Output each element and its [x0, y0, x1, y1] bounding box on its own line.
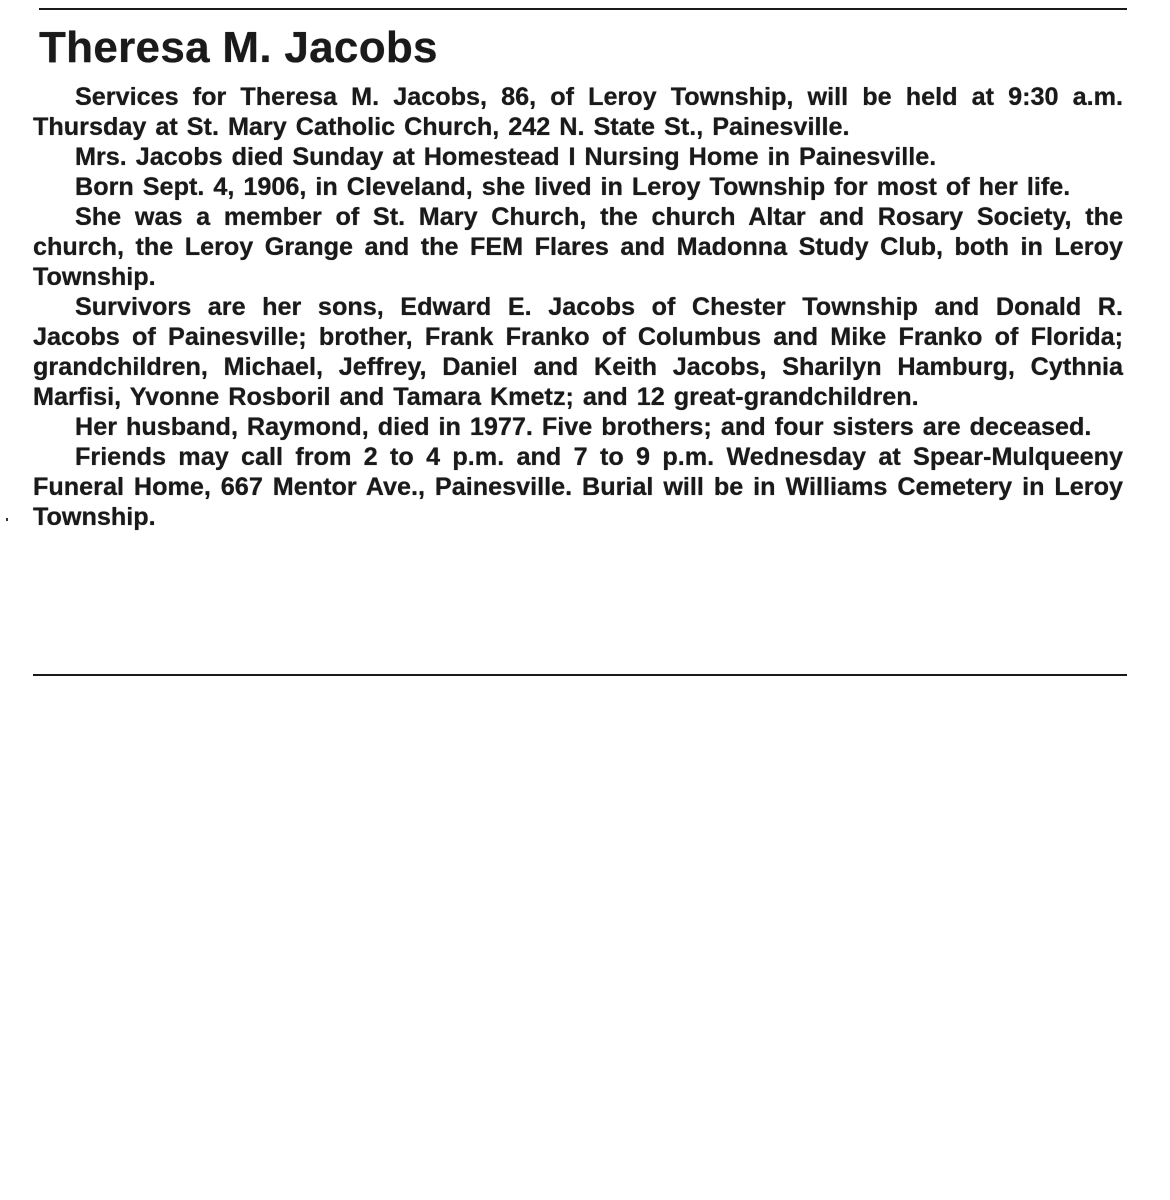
paragraph-predeceased: Her husband, Raymond, died in 1977. Five brothers; and four sisters are deceased. [75, 413, 1092, 441]
paragraph-survivors: Survivors are her sons, Edward E. Jacobs of Chester Township and Donald R. Jacobs of Painesville; brother, Frank Franko of Columbus and Mike Franko of Florida; grandchildren, Michael, Jeffrey, Daniel and Keith Jacobs, Sharilyn Hamburg, Cythnia Marfisi, Yvonne Rosboril and Tamara Kmetz; and 12 great-grandchildren. [33, 293, 1123, 411]
paragraph-death: Mrs. Jacobs died Sunday at Homestead I Nursing Home in Painesville. [75, 143, 937, 171]
paragraph-birth: Born Sept. 4, 1906, in Cleveland, she lived in Leroy Township for most of her life. [75, 173, 1071, 201]
paragraph-visitation: Friends may call from 2 to 4 p.m. and 7 to 9 p.m. Wednesday at Spear-Mulqueeny Funeral Home, 667 Mentor Ave., Painesville. Burial will be in Williams Cemetery in Leroy Township. [33, 443, 1123, 531]
scan-speck [6, 518, 8, 521]
paragraph-services: Services for Theresa M. Jacobs, 86, of Leroy Township, will be held at 9:30 a.m. Thursday at St. Mary Catholic Church, 242 N. State St., Painesville. [33, 83, 1123, 141]
paragraph-memberships: She was a member of St. Mary Church, the church Altar and Rosary Society, the church, the Leroy Grange and the FEM Flares and Madonna Study Club, both in Leroy Township. [33, 203, 1123, 291]
top-rule [39, 8, 1127, 10]
bottom-rule [33, 674, 1127, 676]
obituary-headline: Theresa M. Jacobs [39, 23, 438, 72]
obituary-clipping [33, 8, 1127, 680]
obituary-article [33, 22, 1123, 532]
